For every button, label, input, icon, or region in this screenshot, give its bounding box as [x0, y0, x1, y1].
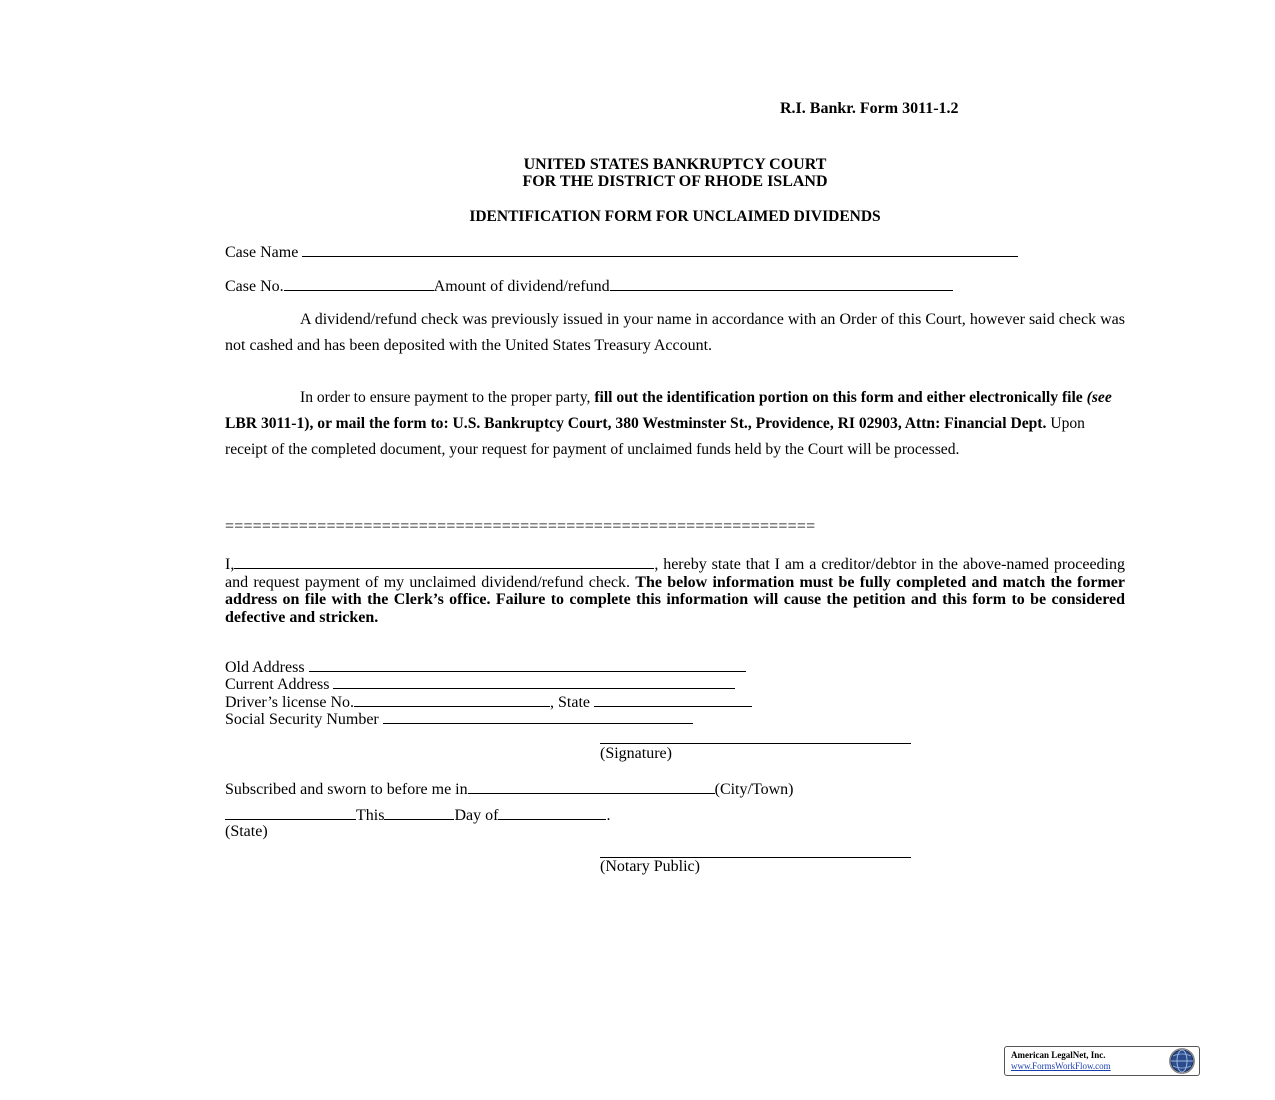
drivers-license-field[interactable]	[354, 692, 550, 707]
paragraph-instructions	[225, 385, 1115, 463]
instructions-bold-1: fill out the identification portion on this form and either electronically file	[594, 389, 1083, 406]
date-period: .	[606, 807, 611, 824]
signature-line[interactable]	[600, 743, 911, 744]
instructions-bold-2: LBR 3011-1)	[225, 415, 310, 432]
city-town-field[interactable]	[468, 779, 715, 794]
subscribed-label: Subscribed and sworn to before me in	[225, 781, 468, 798]
case-no-row	[225, 276, 953, 296]
ssn-label: Social Security Number	[225, 711, 379, 728]
old-address-field[interactable]	[309, 657, 746, 672]
instructions-see: (see	[1086, 389, 1112, 406]
case-name-label: Case Name	[225, 244, 299, 261]
month-field[interactable]	[498, 805, 606, 820]
current-address-row	[225, 674, 735, 694]
form-title: IDENTIFICATION FORM FOR UNCLAIMED DIVIDENDS	[469, 208, 881, 225]
amount-field[interactable]	[610, 276, 953, 291]
current-address-label: Current Address	[225, 676, 330, 693]
this-label: This	[356, 807, 385, 824]
form-number: R.I. Bankr. Form 3011-1.2	[780, 100, 959, 117]
instructions-bold-3: , or mail the form to: U.S. Bankruptcy Court, 380 Westminster St., Providence, RI 02903, Attn: Financial Dept.	[309, 415, 1047, 432]
amount-label: Amount of dividend/refund	[433, 278, 610, 295]
drivers-license-label: Driver’s license No.	[225, 694, 354, 711]
subscribed-row	[225, 779, 793, 799]
day-of-label: Day of	[454, 807, 499, 824]
statement-bold: The below information must be fully completed and match the former address on file with the Clerk’s office. Failure to complete this information will cause the petition and this form to be considered defective and stricken.	[225, 573, 1126, 626]
logo-url[interactable]: www.FormsWorkFlow.com	[1011, 1061, 1111, 1071]
court-line-2: FOR THE DISTRICT OF RHODE ISLAND	[522, 173, 828, 190]
city-town-label: (City/Town)	[714, 781, 794, 798]
logo-company: American LegalNet, Inc.	[1011, 1050, 1106, 1060]
globe-icon	[1169, 1048, 1195, 1074]
instructions-intro: In order to ensure payment to the proper party,	[300, 389, 591, 406]
ssn-field[interactable]	[383, 709, 693, 724]
court-line-1: UNITED STATES BANKRUPTCY COURT	[523, 156, 827, 173]
paragraph-notice	[225, 307, 1125, 359]
statement-text: , hereby state that I am a creditor/debtor in the above-named proceeding and request payment of my unclaimed dividend/refund check.	[225, 556, 1125, 591]
court-heading	[225, 156, 1125, 190]
state-label-notary: (State)	[225, 823, 268, 840]
statement-name-field[interactable]	[234, 554, 654, 569]
case-name-row	[225, 242, 1018, 262]
ssn-row	[225, 709, 693, 729]
case-no-label: Case No.	[225, 278, 284, 295]
date-row	[225, 805, 610, 825]
paragraph-notice-text: A dividend/refund check was previously issued in your name in accordance with an Order of this Court, however said check was not cashed and has been deposited with the United States Treasury Account.	[225, 311, 1125, 354]
state-of-notary-field[interactable]	[225, 805, 356, 820]
statement-paragraph	[225, 554, 1125, 626]
notary-label: (Notary Public)	[600, 858, 700, 875]
signature-label: (Signature)	[600, 745, 672, 762]
old-address-label: Old Address	[225, 659, 305, 676]
footer-logo[interactable]	[1004, 1046, 1200, 1076]
case-name-field[interactable]	[302, 242, 1018, 257]
instructions-rest: Upon receipt of the completed document, your request for payment of unclaimed funds held by the Court will be processed.	[225, 415, 1085, 458]
separator: ================================================================	[225, 518, 816, 535]
state-field[interactable]	[594, 692, 752, 707]
current-address-field[interactable]	[333, 674, 735, 689]
state-label: , State	[550, 694, 590, 711]
case-no-field[interactable]	[284, 276, 434, 291]
statement-start: I,	[225, 556, 235, 573]
day-field[interactable]	[384, 805, 454, 820]
